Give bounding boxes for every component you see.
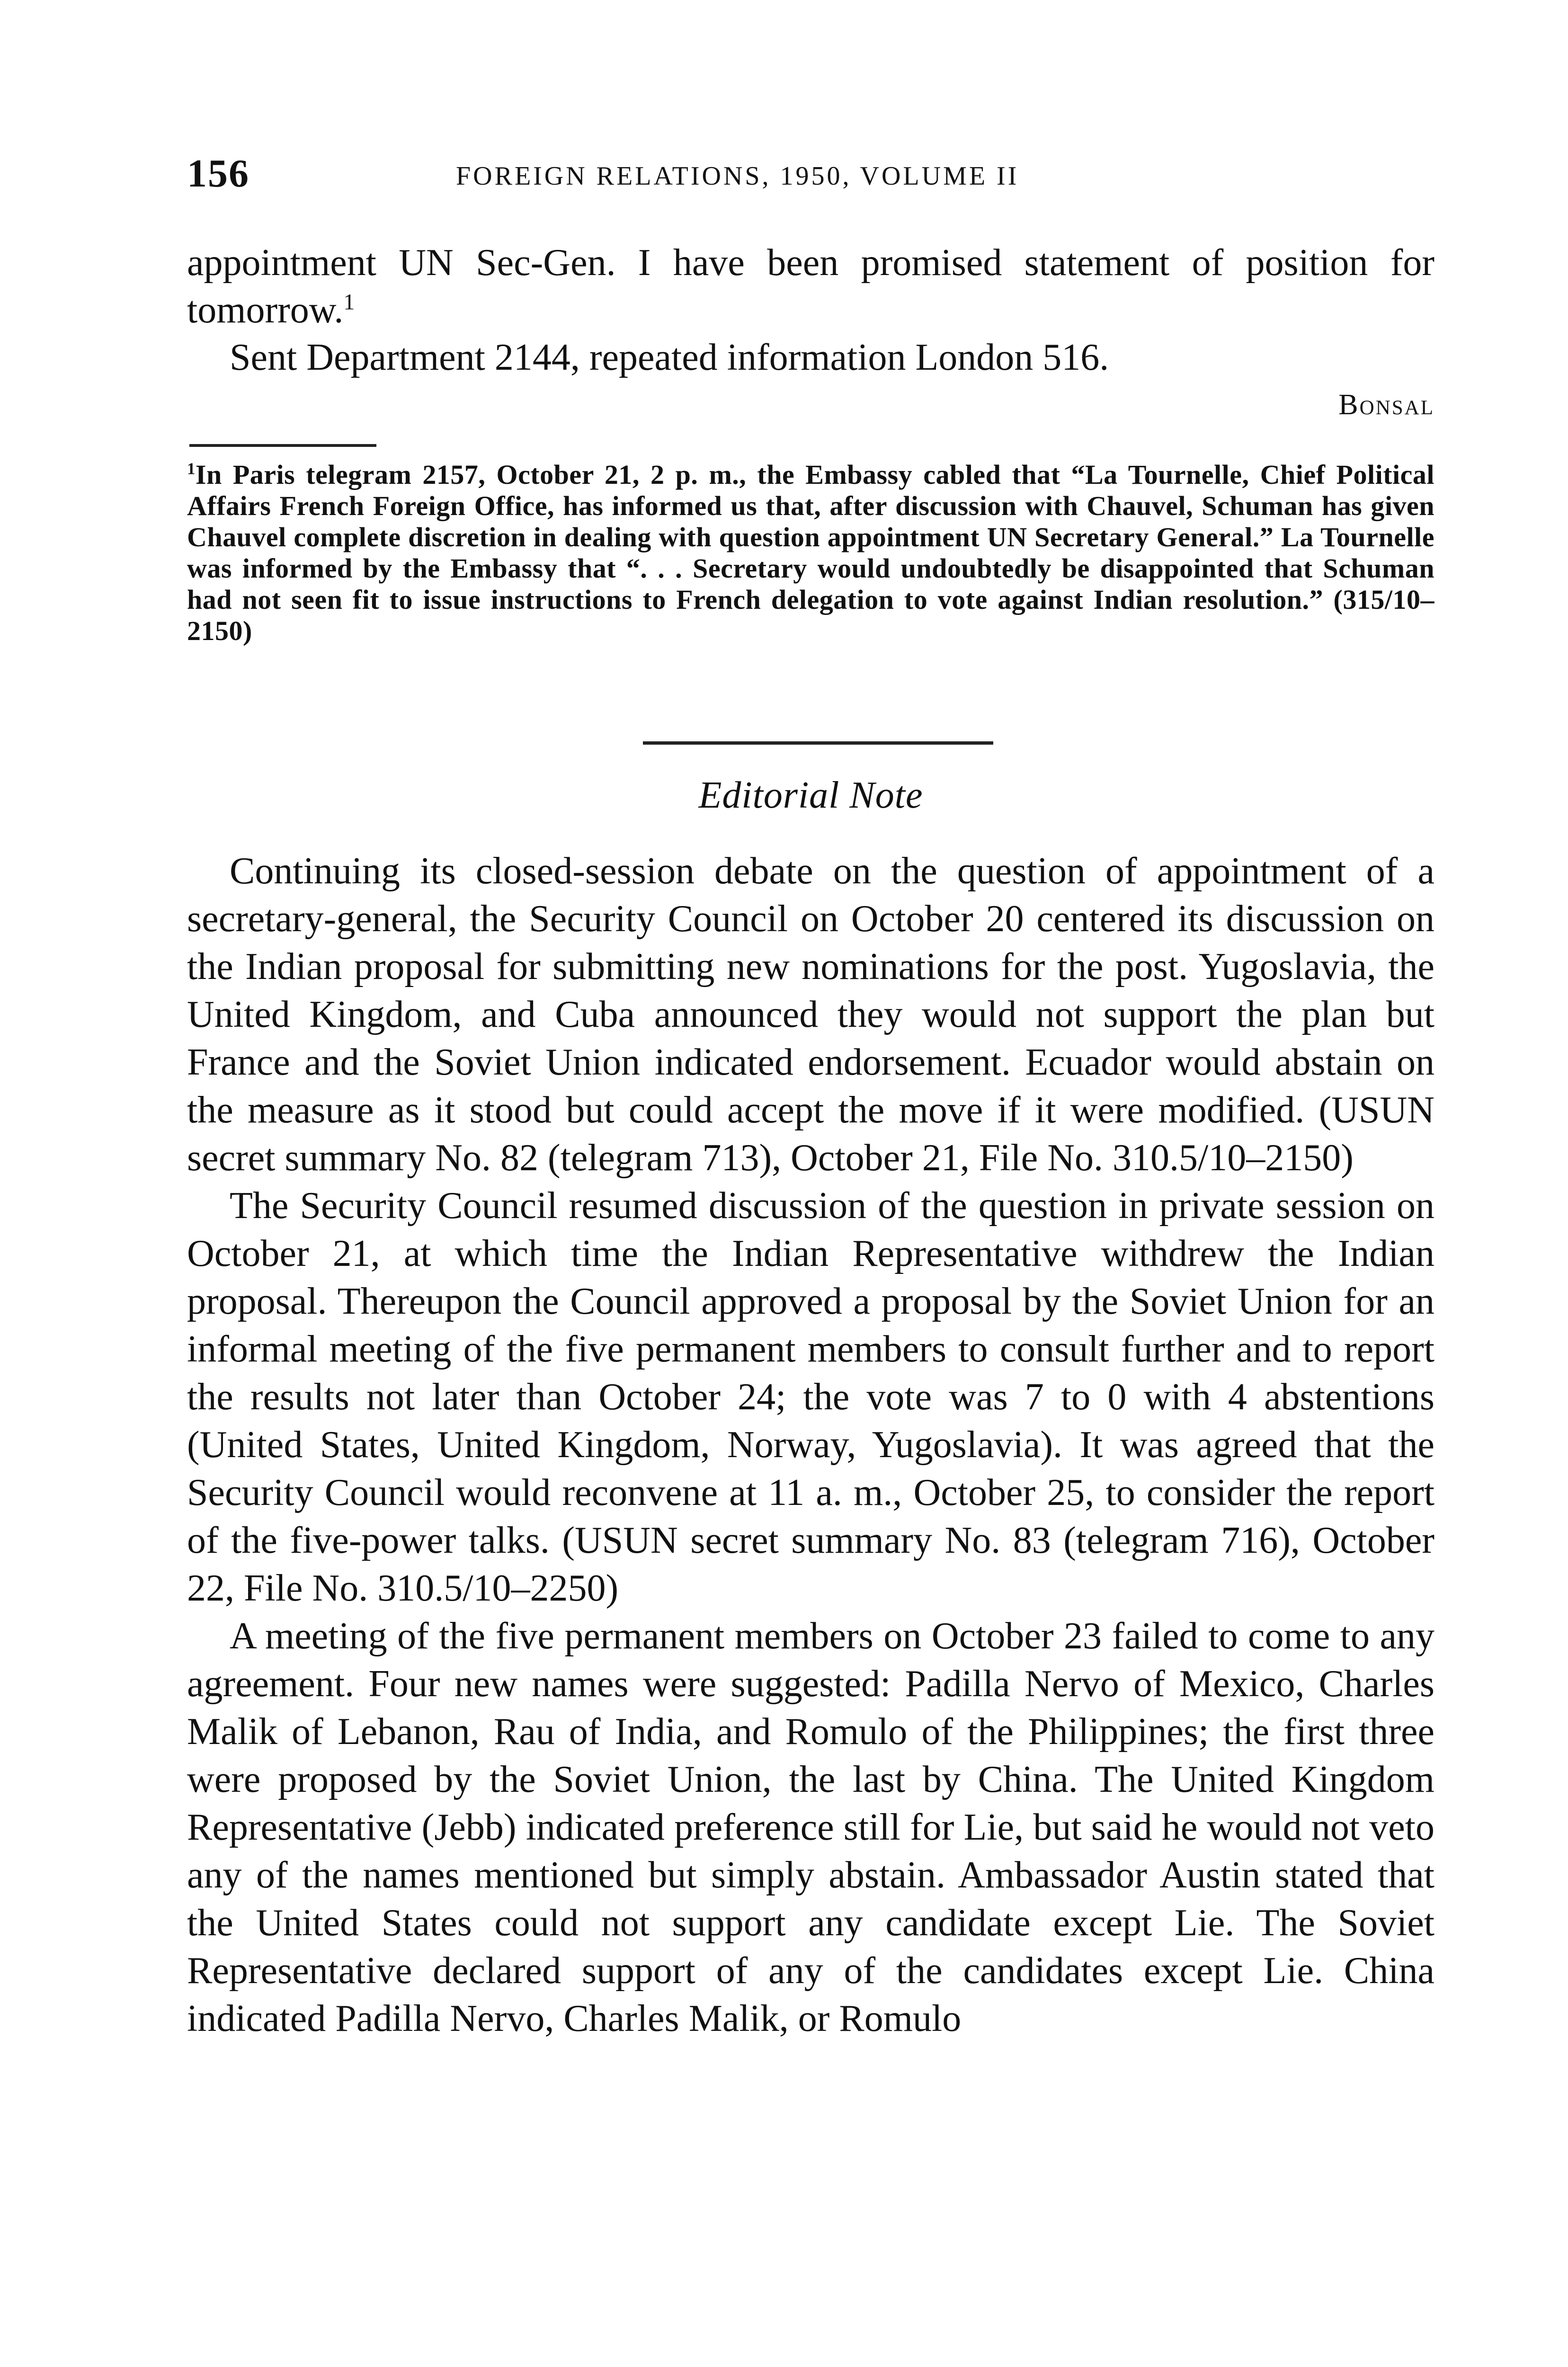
continuation-paragraph bbox=[187, 239, 1434, 334]
section-heading: Editorial Note bbox=[698, 774, 923, 816]
page-number: 156 bbox=[187, 151, 249, 196]
continuation-text: appointment UN Sec-Gen. I have been promised statement of position for tomorrow. bbox=[187, 242, 1434, 331]
running-title: FOREIGN RELATIONS, 1950, VOLUME II bbox=[456, 161, 1019, 191]
editorial-paragraph: The Security Council resumed discussion of the question in private session on October 21, at which time the Indian Representative withdrew the Indian proposal. Thereupon the Council approved a proposal by the Soviet Union for an informal meeting of the five permanent members to consult further and to report the results not later than October 24; the vote was 7 to 0 with 4 abstentions (United States, United Kingdom, Norway, Yugoslavia). It was agreed that the Security Council would reconvene at 11 a. m., October 25, to consider the report of the five-power talks. (USUN secret summary No. 83 (telegram 716), October 22, File No. 310.5/10–2250) bbox=[187, 1185, 1434, 1609]
editorial-note-body bbox=[187, 847, 1434, 2043]
footnote-text: In Paris telegram 2157, October 21, 2 p. m., the Embassy cabled that “La Tournelle, Chief Political Affairs French Foreign Office, has informed us that, after discussion with Chauvel, Schuman has given Chauvel complete discretion in dealing with question appointment UN Secretary General.” La Tournelle was informed by the Embassy that “. . . Secretary would undoubtedly be disappointed that Schuman had not seen fit to issue instructions to French delegation to vote against Indian resolution.” (315/10–2150) bbox=[187, 459, 1434, 646]
editorial-paragraph: A meeting of the five permanent members on October 23 failed to come to any agreement. Four new names were suggested: Padilla Nervo of Mexico, Charles Malik of Lebanon, Rau of India, and Romulo of the Philippines; the first three were proposed by the Soviet Union, the last by China. The United Kingdom Representative (Jebb) indicated preference still for Lie, but said he would not veto any of the names mentioned but simply abstain. Ambassador Austin stated that the United States could not support any candidate except Lie. The Soviet Representative declared support of any of the candidates except Lie. China indicated Padilla Nervo, Charles Malik, or Romulo bbox=[187, 1615, 1434, 2039]
footnote-rule bbox=[189, 444, 376, 447]
footnote-marker: 1 bbox=[187, 459, 196, 478]
routing-paragraph: Sent Department 2144, repeated information London 516. bbox=[230, 337, 1109, 378]
telegram-continuation bbox=[187, 239, 1434, 428]
section-divider-rule bbox=[643, 741, 993, 745]
signature: Bonsal bbox=[1338, 389, 1434, 421]
footnote-reference: 1 bbox=[343, 289, 355, 315]
footnote bbox=[187, 459, 1434, 647]
editorial-paragraph: Continuing its closed-session debate on the question of appointment of a secretary-general, the Security Council on October 20 centered its discussion on the Indian proposal for submitting new nominations for the post. Yugoslavia, the United Kingdom, and Cuba announced they would not support the plan but France and the Soviet Union indicated endorsement. Ecuador would abstain on the measure as it stood but could accept the move if it were modified. (USUN secret summary No. 82 (telegram 713), October 21, File No. 310.5/10–2150) bbox=[187, 850, 1434, 1179]
running-head bbox=[187, 151, 1437, 203]
